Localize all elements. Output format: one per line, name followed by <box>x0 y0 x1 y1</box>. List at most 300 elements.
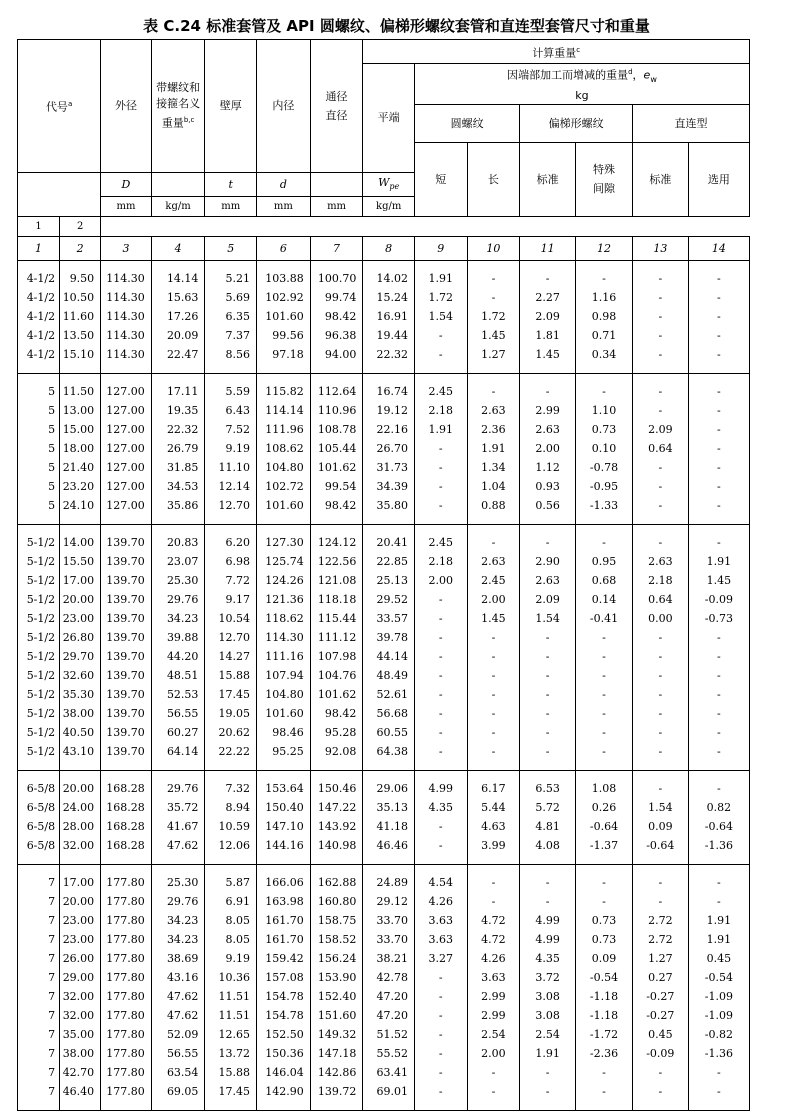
table-row <box>18 1044 750 1063</box>
table-cell: -0.73 <box>688 609 749 628</box>
table-cell: 19.35 <box>151 401 205 420</box>
table-cell: 5 <box>18 477 60 496</box>
table-cell: - <box>632 685 688 704</box>
table-row <box>18 685 750 704</box>
table-row <box>18 836 750 865</box>
table-cell: 127.00 <box>101 374 152 402</box>
table-cell: 25.13 <box>363 571 415 590</box>
table-cell: 52.53 <box>151 685 205 704</box>
table-cell: 12.70 <box>205 496 257 525</box>
table-cell: 2.63 <box>520 420 576 439</box>
table-cell: - <box>520 374 576 402</box>
column-number: 12 <box>576 237 633 261</box>
table-cell: - <box>688 525 749 553</box>
table-cell: -1.09 <box>688 1006 749 1025</box>
table-cell: - <box>576 704 633 723</box>
table-cell: 26.00 <box>60 949 101 968</box>
table-cell: 110.96 <box>310 401 363 420</box>
table-cell: 2.36 <box>467 420 520 439</box>
table-row <box>18 458 750 477</box>
table-cell: 151.60 <box>310 1006 363 1025</box>
table-cell: 124.12 <box>310 525 363 553</box>
table-cell: 2.63 <box>467 401 520 420</box>
table-cell: 31.73 <box>363 458 415 477</box>
header-short: 短 <box>414 142 467 216</box>
table-cell: - <box>520 1063 576 1082</box>
table-cell: 47.20 <box>363 987 415 1006</box>
column-number: 8 <box>363 237 415 261</box>
table-cell: 35.72 <box>151 798 205 817</box>
table-cell: -0.09 <box>688 590 749 609</box>
table-cell: 0.73 <box>576 911 633 930</box>
table-cell: 159.42 <box>257 949 311 968</box>
table-cell: - <box>414 477 467 496</box>
table-row <box>18 1025 750 1044</box>
table-cell: 33.70 <box>363 911 415 930</box>
table-cell: 18.00 <box>60 439 101 458</box>
table-cell: 1.16 <box>576 288 633 307</box>
table-cell: 3.99 <box>467 836 520 865</box>
header-id: 内径 <box>257 40 311 173</box>
table-cell: 5.44 <box>467 798 520 817</box>
table-cell: 7 <box>18 1025 60 1044</box>
table-cell: 21.40 <box>60 458 101 477</box>
table-cell: 177.80 <box>101 911 152 930</box>
table-row <box>18 911 750 930</box>
header-optional: 选用 <box>688 142 749 216</box>
table-cell: 127.30 <box>257 525 311 553</box>
table-cell: 2.72 <box>632 911 688 930</box>
table-cell: 6-5/8 <box>18 798 60 817</box>
table-cell: 52.09 <box>151 1025 205 1044</box>
table-cell: 111.96 <box>257 420 311 439</box>
table-cell: 139.70 <box>101 723 152 742</box>
table-cell: 69.05 <box>151 1082 205 1111</box>
table-cell: 115.82 <box>257 374 311 402</box>
table-cell: - <box>632 401 688 420</box>
table-cell: - <box>467 742 520 771</box>
table-cell: - <box>467 723 520 742</box>
table-cell: - <box>688 439 749 458</box>
table-cell: - <box>576 742 633 771</box>
table-cell: 127.00 <box>101 420 152 439</box>
table-cell: 2.72 <box>632 930 688 949</box>
table-cell: - <box>414 1044 467 1063</box>
column-number: 6 <box>257 237 311 261</box>
table-cell: - <box>688 458 749 477</box>
table-cell: 4.08 <box>520 836 576 865</box>
table-cell: - <box>688 420 749 439</box>
header-special-clearance: 特殊间隙 <box>576 142 633 216</box>
header-code-col2: 2 <box>60 217 101 237</box>
table-cell: 2.99 <box>467 987 520 1006</box>
table-cell: 94.00 <box>310 345 363 374</box>
table-cell: 0.00 <box>632 609 688 628</box>
table-cell: 2.90 <box>520 552 576 571</box>
table-cell: 11.51 <box>205 987 257 1006</box>
table-cell: - <box>632 525 688 553</box>
table-cell: 4.63 <box>467 817 520 836</box>
table-row <box>18 742 750 771</box>
column-number: 9 <box>414 237 467 261</box>
table-cell: 6.98 <box>205 552 257 571</box>
table-cell: 32.00 <box>60 1006 101 1025</box>
table-cell: 4-1/2 <box>18 288 60 307</box>
table-cell: 7 <box>18 930 60 949</box>
header-drift-symbol <box>310 172 363 196</box>
table-cell: 7 <box>18 968 60 987</box>
table-cell: - <box>688 307 749 326</box>
table-cell: 56.55 <box>151 1044 205 1063</box>
table-row <box>18 401 750 420</box>
table-cell: 177.80 <box>101 892 152 911</box>
table-cell: 17.00 <box>60 571 101 590</box>
table-cell: - <box>467 647 520 666</box>
table-cell: - <box>414 647 467 666</box>
table-cell: 150.40 <box>257 798 311 817</box>
table-cell: - <box>520 261 576 289</box>
table-row <box>18 326 750 345</box>
table-cell: - <box>576 685 633 704</box>
table-cell: - <box>688 1063 749 1082</box>
table-cell: 31.85 <box>151 458 205 477</box>
table-cell: 38.21 <box>363 949 415 968</box>
table-cell: - <box>414 723 467 742</box>
table-cell: 5-1/2 <box>18 609 60 628</box>
table-cell: 23.20 <box>60 477 101 496</box>
table-cell: 4.81 <box>520 817 576 836</box>
table-row <box>18 771 750 799</box>
table-cell: - <box>414 609 467 628</box>
table-cell: 19.05 <box>205 704 257 723</box>
table-cell: 16.74 <box>363 374 415 402</box>
table-cell: - <box>576 666 633 685</box>
table-cell: 124.26 <box>257 571 311 590</box>
table-cell: 11.60 <box>60 307 101 326</box>
table-cell: 99.56 <box>257 326 311 345</box>
table-cell: - <box>576 647 633 666</box>
table-cell: 108.78 <box>310 420 363 439</box>
table-cell: - <box>576 261 633 289</box>
table-cell: - <box>632 374 688 402</box>
table-cell: 17.11 <box>151 374 205 402</box>
table-cell: - <box>688 865 749 893</box>
column-number: 10 <box>467 237 520 261</box>
header-id-unit: mm <box>257 197 311 217</box>
header-calc-weight: 计算重量$^c$ <box>363 40 750 64</box>
table-cell: 11.50 <box>60 374 101 402</box>
table-cell: 177.80 <box>101 1006 152 1025</box>
table-cell: - <box>520 723 576 742</box>
table-cell: 33.70 <box>363 930 415 949</box>
table-cell: 43.16 <box>151 968 205 987</box>
table-cell: - <box>632 1063 688 1082</box>
table-row <box>18 817 750 836</box>
table-cell: 1.72 <box>414 288 467 307</box>
table-cell: 166.06 <box>257 865 311 893</box>
table-cell: 1.27 <box>632 949 688 968</box>
table-cell: 29.76 <box>151 590 205 609</box>
table-cell: 47.62 <box>151 1006 205 1025</box>
column-number-row-group <box>18 237 750 261</box>
header-nominal-weight: 带螺纹和接箍名义重量$^{b,c}$ <box>151 40 205 173</box>
table-cell: - <box>632 307 688 326</box>
table-cell: -0.64 <box>688 817 749 836</box>
table-cell: 2.09 <box>632 420 688 439</box>
table-cell: 4.26 <box>467 949 520 968</box>
table-cell: 46.46 <box>363 836 415 865</box>
table-row <box>18 628 750 647</box>
table-cell: 168.28 <box>101 798 152 817</box>
table-cell: - <box>414 628 467 647</box>
table-cell: 6-5/8 <box>18 771 60 799</box>
table-cell: 3.63 <box>414 930 467 949</box>
table-row <box>18 525 750 553</box>
table-cell: 17.26 <box>151 307 205 326</box>
table-cell: 14.27 <box>205 647 257 666</box>
table-cell: 55.52 <box>363 1044 415 1063</box>
table-cell: - <box>688 345 749 374</box>
table-cell: 13.00 <box>60 401 101 420</box>
table-cell: 0.34 <box>576 345 633 374</box>
table-cell: 47.62 <box>151 987 205 1006</box>
table-cell: - <box>520 1082 576 1111</box>
column-number: 3 <box>101 237 152 261</box>
table-row <box>18 949 750 968</box>
table-cell: 20.00 <box>60 892 101 911</box>
table-cell: 43.10 <box>60 742 101 771</box>
table-cell: 35.13 <box>363 798 415 817</box>
table-cell: 177.80 <box>101 1044 152 1063</box>
table-cell: 4.72 <box>467 911 520 930</box>
table-cell: -0.54 <box>688 968 749 987</box>
table-cell: 7 <box>18 1063 60 1082</box>
table-cell: - <box>688 771 749 799</box>
table-cell: 1.81 <box>520 326 576 345</box>
table-cell: 7.37 <box>205 326 257 345</box>
table-cell: 4-1/2 <box>18 326 60 345</box>
table-cell: 5-1/2 <box>18 666 60 685</box>
table-cell: 5-1/2 <box>18 704 60 723</box>
table-cell: - <box>576 723 633 742</box>
table-cell: - <box>576 1082 633 1111</box>
table-row <box>18 704 750 723</box>
table-cell: 152.50 <box>257 1025 311 1044</box>
table-cell: 24.89 <box>363 865 415 893</box>
table-cell: - <box>467 666 520 685</box>
table-cell: - <box>688 666 749 685</box>
table-row <box>18 865 750 893</box>
table-cell: 177.80 <box>101 987 152 1006</box>
table-cell: 147.22 <box>310 798 363 817</box>
table-cell: - <box>414 666 467 685</box>
table-cell: 5-1/2 <box>18 525 60 553</box>
table-cell: 2.09 <box>520 590 576 609</box>
table-cell: 13.50 <box>60 326 101 345</box>
table-cell: - <box>414 704 467 723</box>
table-cell: 177.80 <box>101 968 152 987</box>
table-cell: 95.25 <box>257 742 311 771</box>
table-cell: 14.00 <box>60 525 101 553</box>
table-cell: 29.12 <box>363 892 415 911</box>
table-cell: 10.54 <box>205 609 257 628</box>
table-cell: - <box>632 666 688 685</box>
table-cell: 5-1/2 <box>18 742 60 771</box>
table-cell: 0.73 <box>576 930 633 949</box>
table-cell: 114.30 <box>257 628 311 647</box>
table-cell: 127.00 <box>101 458 152 477</box>
table-cell: 1.27 <box>467 345 520 374</box>
table-cell: 160.80 <box>310 892 363 911</box>
table-cell: 24.00 <box>60 798 101 817</box>
table-cell: 8.94 <box>205 798 257 817</box>
table-cell: 41.18 <box>363 817 415 836</box>
table-cell: 142.90 <box>257 1082 311 1111</box>
table-cell: 29.00 <box>60 968 101 987</box>
table-cell: 63.54 <box>151 1063 205 1082</box>
table-cell: 115.44 <box>310 609 363 628</box>
table-cell: 17.45 <box>205 685 257 704</box>
table-cell: 2.54 <box>520 1025 576 1044</box>
table-header <box>18 40 750 237</box>
table-cell: 1.91 <box>688 930 749 949</box>
table-cell: 15.88 <box>205 666 257 685</box>
table-cell: 25.30 <box>151 865 205 893</box>
table-cell: 12.70 <box>205 628 257 647</box>
table-cell: 104.80 <box>257 685 311 704</box>
table-cell: - <box>632 704 688 723</box>
table-cell: - <box>632 288 688 307</box>
table-cell: 4-1/2 <box>18 307 60 326</box>
table-cell: - <box>414 1063 467 1082</box>
table-cell: 2.99 <box>520 401 576 420</box>
casing-spec-table <box>17 39 750 1111</box>
table-cell: 26.80 <box>60 628 101 647</box>
table-cell: 17.00 <box>60 865 101 893</box>
table-cell: 1.54 <box>414 307 467 326</box>
table-cell: 1.12 <box>520 458 576 477</box>
table-cell: 6-5/8 <box>18 836 60 865</box>
table-cell: - <box>632 261 688 289</box>
table-cell: - <box>688 723 749 742</box>
table-cell: 32.60 <box>60 666 101 685</box>
table-cell: 139.70 <box>101 571 152 590</box>
column-number-row <box>18 237 750 261</box>
table-cell: 9.50 <box>60 261 101 289</box>
table-cell: -0.82 <box>688 1025 749 1044</box>
table-cell: 15.88 <box>205 1063 257 1082</box>
table-cell: - <box>632 458 688 477</box>
table-cell: - <box>414 1082 467 1111</box>
table-cell: 150.46 <box>310 771 363 799</box>
table-cell: 56.55 <box>151 704 205 723</box>
table-cell: 98.46 <box>257 723 311 742</box>
table-cell: 34.23 <box>151 930 205 949</box>
table-cell: 168.28 <box>101 771 152 799</box>
table-row <box>18 968 750 987</box>
table-cell: -0.41 <box>576 609 633 628</box>
table-cell: 127.00 <box>101 477 152 496</box>
table-cell: - <box>576 628 633 647</box>
table-cell: 121.36 <box>257 590 311 609</box>
table-cell: 34.53 <box>151 477 205 496</box>
table-cell: 7 <box>18 1082 60 1111</box>
table-cell: 2.99 <box>467 1006 520 1025</box>
table-cell: 5-1/2 <box>18 552 60 571</box>
table-cell: 12.14 <box>205 477 257 496</box>
column-number: 14 <box>688 237 749 261</box>
table-cell: 98.42 <box>310 307 363 326</box>
table-cell: 20.62 <box>205 723 257 742</box>
table-cell: 5.69 <box>205 288 257 307</box>
table-cell: 2.45 <box>414 525 467 553</box>
table-cell: 5.21 <box>205 261 257 289</box>
table-cell: 4.35 <box>520 949 576 968</box>
table-cell: - <box>632 771 688 799</box>
table-cell: - <box>414 817 467 836</box>
table-cell: - <box>467 288 520 307</box>
table-cell: - <box>688 288 749 307</box>
table-cell: 7.72 <box>205 571 257 590</box>
table-cell: 150.36 <box>257 1044 311 1063</box>
table-cell: 161.70 <box>257 911 311 930</box>
table-cell: 6.20 <box>205 525 257 553</box>
table-cell: 24.10 <box>60 496 101 525</box>
table-cell: 1.45 <box>467 609 520 628</box>
table-row <box>18 420 750 439</box>
table-cell: - <box>520 628 576 647</box>
table-cell: - <box>520 525 576 553</box>
table-cell: 5.72 <box>520 798 576 817</box>
table-cell: - <box>467 865 520 893</box>
table-cell: 139.70 <box>101 685 152 704</box>
size-group <box>18 865 750 1111</box>
table-cell: 1.08 <box>576 771 633 799</box>
table-cell: - <box>520 704 576 723</box>
table-cell: - <box>632 742 688 771</box>
table-cell: 140.98 <box>310 836 363 865</box>
header-plain-end: 平端 <box>363 64 415 173</box>
table-cell: - <box>688 326 749 345</box>
table-cell: - <box>520 742 576 771</box>
table-cell: 7 <box>18 1006 60 1025</box>
table-title: 表 C.24 标准套管及 API 圆螺纹、偏梯形螺纹套管和直连型套管尺寸和重量 <box>143 17 650 35</box>
table-cell: 2.18 <box>632 571 688 590</box>
table-cell: 7 <box>18 892 60 911</box>
table-cell: 3.63 <box>467 968 520 987</box>
table-cell: 0.10 <box>576 439 633 458</box>
header-buttress-standard: 标准 <box>520 142 576 216</box>
table-cell: 11.10 <box>205 458 257 477</box>
table-cell: 29.52 <box>363 590 415 609</box>
table-cell: - <box>467 685 520 704</box>
table-cell: 20.83 <box>151 525 205 553</box>
table-cell: 44.20 <box>151 647 205 666</box>
table-cell: 23.00 <box>60 911 101 930</box>
table-cell: 0.93 <box>520 477 576 496</box>
table-cell: 46.40 <box>60 1082 101 1111</box>
table-cell: - <box>414 1006 467 1025</box>
table-cell: -1.33 <box>576 496 633 525</box>
header-code: 代号$^a$ <box>18 40 101 173</box>
table-cell: 3.27 <box>414 949 467 968</box>
table-cell: 52.61 <box>363 685 415 704</box>
table-cell: 1.54 <box>632 798 688 817</box>
table-cell: 16.91 <box>363 307 415 326</box>
table-cell: 47.20 <box>363 1006 415 1025</box>
table-row <box>18 307 750 326</box>
header-nominal-symbol <box>151 172 205 196</box>
